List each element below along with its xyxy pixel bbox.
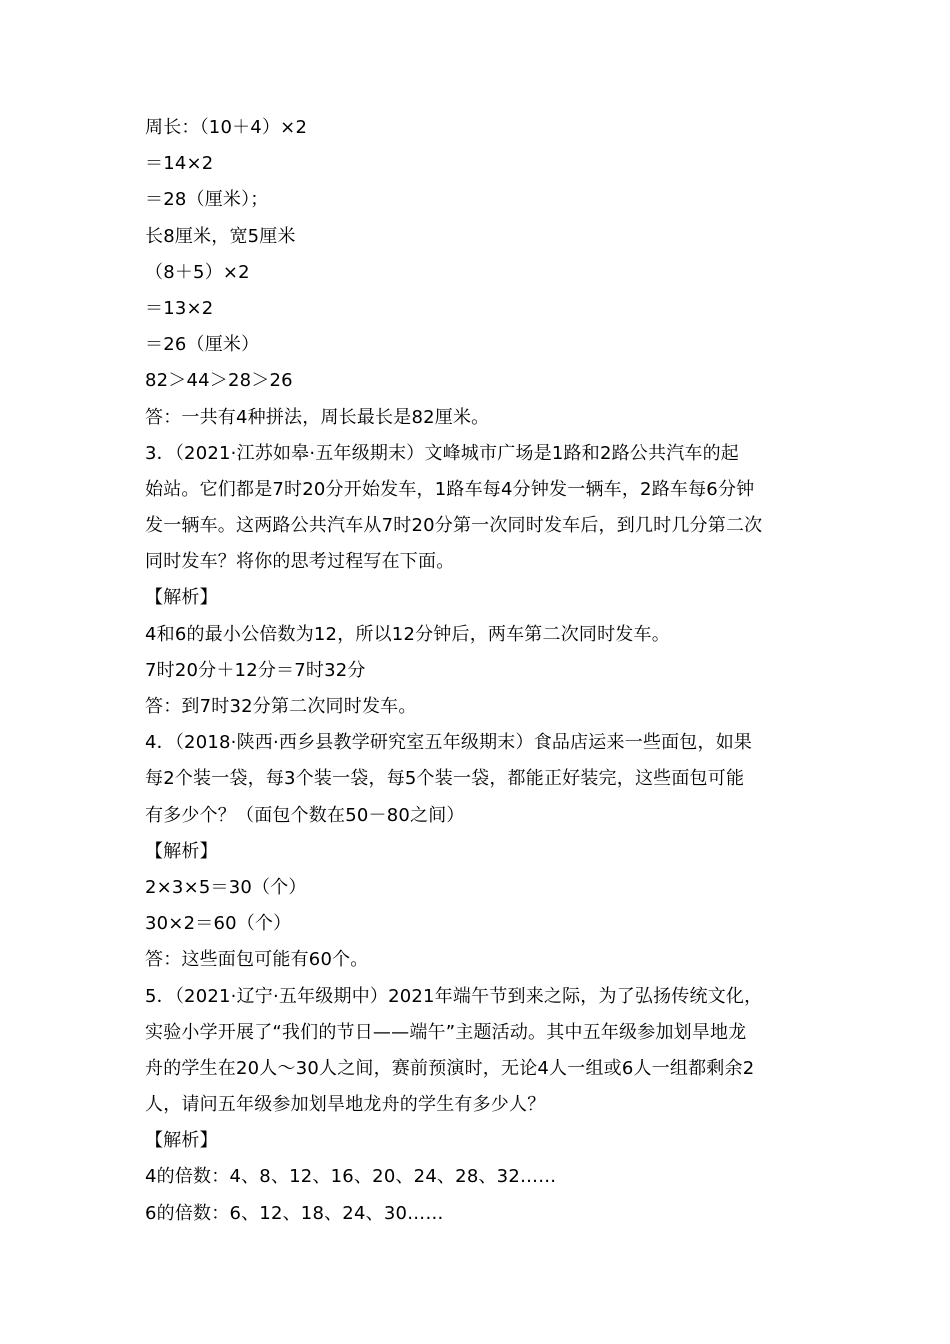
document-page: [145, 110, 825, 1232]
text-line: 始站。它们都是7时20分开始发车，1路车每4分钟发一辆车，2路车每6分钟: [145, 478, 755, 500]
text-line: 30×2＝60（个）: [145, 913, 292, 935]
text-line: 发一辆车。这两路公共汽车从7时20分第一次同时发车后，到几时几分第二次: [145, 515, 763, 537]
text-line: 答：一共有4种拼法，周长最长是82厘米。: [145, 406, 490, 428]
text-line: 人，请问五年级参加划旱地龙舟的学生有多少人？: [145, 1094, 546, 1116]
text-line: ＝28（厘米）；: [145, 189, 269, 211]
text-line: 舟的学生在20人～30人之间，赛前预演时，无论4人一组或6人一组都剩余2: [145, 1057, 755, 1079]
text-line: （8＋5）×2: [145, 261, 250, 283]
text-line: 82＞44＞28＞26: [145, 370, 293, 392]
text-line: 【解析】: [145, 587, 218, 609]
text-line: 7时20分＋12分＝7时32分: [145, 659, 366, 681]
text-line: ＝14×2: [145, 153, 214, 175]
text-line: 周长：（10＋4）×2: [145, 117, 308, 138]
text-line: 3．（2021·江苏如皋·五年级期末）文峰城市广场是1路和2路公共汽车的起: [145, 442, 740, 464]
text-line: 【解析】: [145, 840, 218, 862]
text-line: 4．（2018·陕西·西乡县教学研究室五年级期末）食品店运来一些面包，如果: [145, 732, 753, 754]
text-line: 4的倍数：4、8、12、16、20、24、28、32……: [145, 1166, 557, 1188]
text-line: 5．（2021·辽宁·五年级期中）2021年端午节到来之际，为了弘扬传统文化，: [145, 985, 763, 1007]
text-line: 4和6的最小公倍数为12，所以12分钟后，两车第二次同时发车。: [145, 623, 670, 645]
text-line: 答：这些面包可能有60个。: [145, 949, 369, 971]
text-line: ＝13×2: [145, 297, 214, 319]
text-line: 6的倍数：6、12、18、24、30……: [145, 1202, 444, 1224]
text-line: 答：到7时32分第二次同时发车。: [145, 696, 417, 717]
text-line: 2×3×5＝30（个）: [145, 876, 307, 898]
text-line: ＝26（厘米）: [145, 334, 260, 356]
text-line: 【解析】: [145, 1130, 218, 1152]
text-line: 长8厘米，宽5厘米: [145, 225, 296, 247]
text-line: 每2个装一袋，每3个装一袋，每5个装一袋，都能正好装完，这些面包可能: [145, 768, 745, 790]
text-line: 实验小学开展了“我们的节日——端午”主题活动。其中五年级参加划旱地龙: [145, 1021, 747, 1043]
text-line: 同时发车？将你的思考过程写在下面。: [145, 551, 455, 573]
text-line: 有多少个？（面包个数在50－80之间）: [145, 804, 465, 826]
